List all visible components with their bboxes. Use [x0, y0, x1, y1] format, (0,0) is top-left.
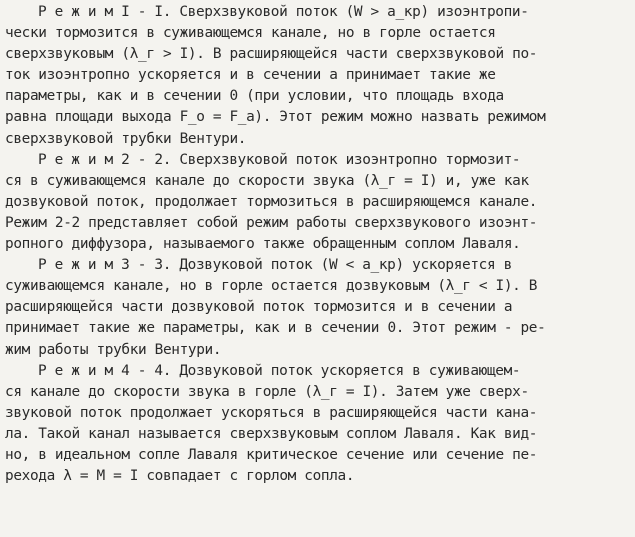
text-line: ся в суживающемся канале до скорости звука (λ_г = I) и, уже как	[5, 172, 529, 189]
text-line: дозвуковой поток, продолжает тормозиться в расширяющемся канале.	[5, 193, 538, 210]
text-line: Р е ж и м 3 - 3. Дозвуковой поток (W < a_кр) ускоряется в	[38, 257, 512, 274]
text-line: ся канале до скорости звука в горле (λ_г = I). Затем уже сверх-	[5, 383, 529, 400]
text-line: принимает такие же параметры, как и в сечении 0. Этот режим - ре-	[5, 320, 546, 337]
text-line: суживающемся канале, но в горле остается дозвуковым (λ_г < I). В	[5, 278, 538, 295]
paragraph-mode-1	[5, 2, 629, 150]
text-line: ток изоэнтропно ускоряется и в сечении a принимает такие же	[5, 67, 496, 84]
paragraph-mode-4	[5, 361, 629, 488]
paragraph-mode-2	[5, 150, 629, 255]
text-line: звуковой поток продолжает ускоряться в расширяющейся части кана-	[5, 404, 538, 421]
text-line: чески тормозится в суживающемся канале, но в горле остается	[5, 25, 496, 42]
text-line: параметры, как и в сечении 0 (при условии, что площадь входа	[5, 88, 504, 105]
paragraph-mode-3	[5, 255, 629, 360]
text-line: Р е ж и м I - I. Сверхзвуковой поток (W > a_кр) изоэнтропи-	[38, 4, 529, 20]
text-line: Р е ж и м 2 - 2. Сверхзвуковой поток изоэнтропно тормозит-	[38, 151, 521, 168]
text-line: ропного диффузора, называемого также обращенным соплом Лаваля.	[5, 236, 521, 253]
text-line: равна площади выхода F_о = F_а). Этот режим можно назвать режимом	[5, 109, 546, 126]
text-line: ла. Такой канал называется сверхзвуковым соплом Лаваля. Как вид-	[5, 425, 538, 442]
text-line: сверхзвуковым (λ_г > I). В расширяющейся части сверхзвуковой по-	[5, 46, 538, 63]
text-line: Р е ж и м 4 - 4. Дозвуковой поток ускоряется в суживающем-	[38, 362, 521, 379]
text-line: рехода λ = M = I совпадает с горлом сопла.	[5, 468, 355, 485]
text-line: сверхзвуковой трубки Вентури.	[5, 130, 247, 147]
text-line: жим работы трубки Вентури.	[5, 341, 222, 358]
text-line: Режим 2-2 представляет собой режим работы сверхзвукового изоэнт-	[5, 214, 538, 231]
text-line: но, в идеальном сопле Лаваля критическое сечение или сечение пе-	[5, 446, 538, 463]
text-line: расширяющейся части дозвуковой поток тормозится и в сечении a	[5, 299, 513, 316]
